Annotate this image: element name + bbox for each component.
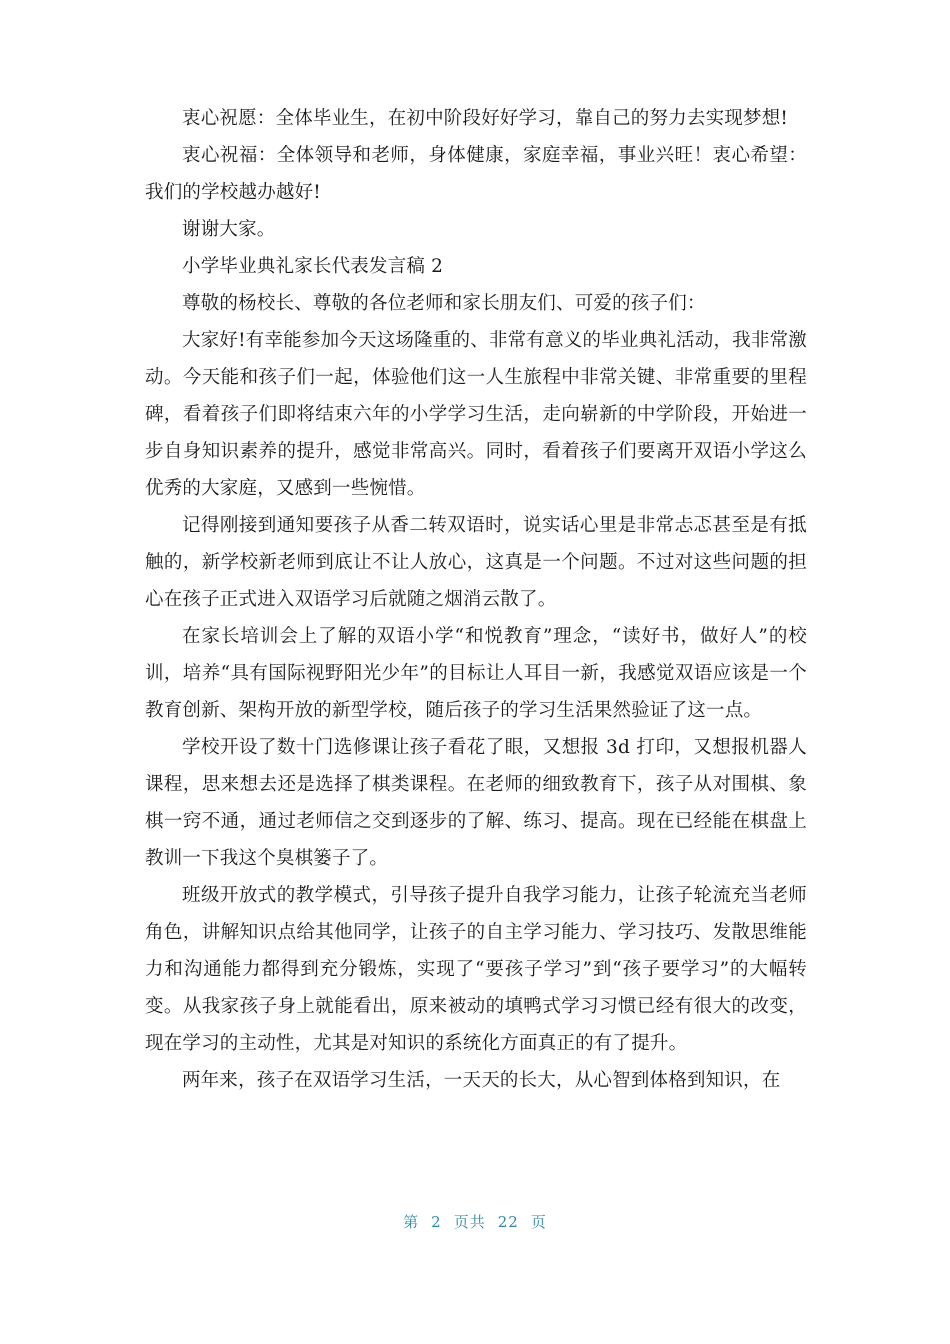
page-footer	[0, 1211, 950, 1232]
total-page-count: 22	[497, 1213, 519, 1231]
footer-prefix: 第	[403, 1213, 420, 1231]
current-page-number: 2	[431, 1213, 442, 1231]
paragraph-greeting: 大家好!有幸能参加今天这场隆重的、非常有意义的毕业典礼活动，我非常激动。今天能和孩子们一起，体验他们这一人生旅程中非常关键、非常重要的里程碑，看着孩子们即将结束六年的小学学习生活，走向崭新的中学阶段，开始进一步自身知识素养的提升，感觉非常高兴。同时，看着孩子们要离开双语小学这么优秀的大家庭，又感到一些惋惜。	[145, 330, 807, 499]
footer-suffix: 页	[530, 1213, 547, 1231]
paragraph-philosophy: 在家长培训会上了解的双语小学“和悦教育”理念，“读好书，做好人”的校训，培养“具有国际视野阳光少年”的目标让人耳目一新，我感觉双语应该是一个教育创新、架构开放的新型学校，随后孩子的学习生活果然验证了这一点。	[145, 626, 807, 721]
paragraph-courses: 学校开设了数十门选修课让孩子看花了眼，又想报 3d 打印，又想报机器人课程，思来想去还是选择了棋类课程。在老师的细致教育下，孩子从对围棋、象棋一窍不通，通过老师信之交到逐步的了解、练习、提高。现在已经能在棋盘上教训一下我这个臭棋篓子了。	[145, 737, 807, 869]
paragraph-wishes-teachers: 衷心祝福：全体领导和老师，身体健康，家庭幸福，事业兴旺！衷心希望：我们的学校越办越好!	[145, 145, 807, 203]
paragraph-memory: 记得刚接到通知要孩子从香二转双语时，说实话心里是非常忐忑甚至是有抵触的，新学校新老师到底让不让人放心，这真是一个问题。不过对这些问题的担心在孩子正式进入双语学习后就随之烟消云散了。	[145, 515, 807, 610]
paragraph-wishes-graduates: 衷心祝愿：全体毕业生，在初中阶段好好学习，靠自己的努力去实现梦想!	[182, 108, 789, 129]
paragraph-two-years: 两年来，孩子在双语学习生活，一天天的长大，从心智到体格到知识，在	[182, 1070, 781, 1091]
section-heading: 小学毕业典礼家长代表发言稿 2	[182, 256, 444, 277]
document-body	[145, 100, 807, 1099]
paragraph-thanks: 谢谢大家。	[182, 219, 276, 240]
paragraph-salutation: 尊敬的杨校长、尊敬的各位老师和家长朋友们、可爱的孩子们：	[182, 293, 706, 314]
footer-mid: 页共	[453, 1213, 486, 1231]
paragraph-teaching-mode: 班级开放式的教学模式，引导孩子提升自我学习能力，让孩子轮流充当老师角色，讲解知识点给其他同学，让孩子的自主学习能力、学习技巧、发散思维能力和沟通能力都得到充分锻炼，实现了“要孩子学习”到“孩子要学习”的大幅转变。从我家孩子身上就能看出，原来被动的填鸭式学习习惯已经有很大的改变，现在学习的主动性，尤其是对知识的系统化方面真正的有了提升。	[145, 885, 807, 1054]
